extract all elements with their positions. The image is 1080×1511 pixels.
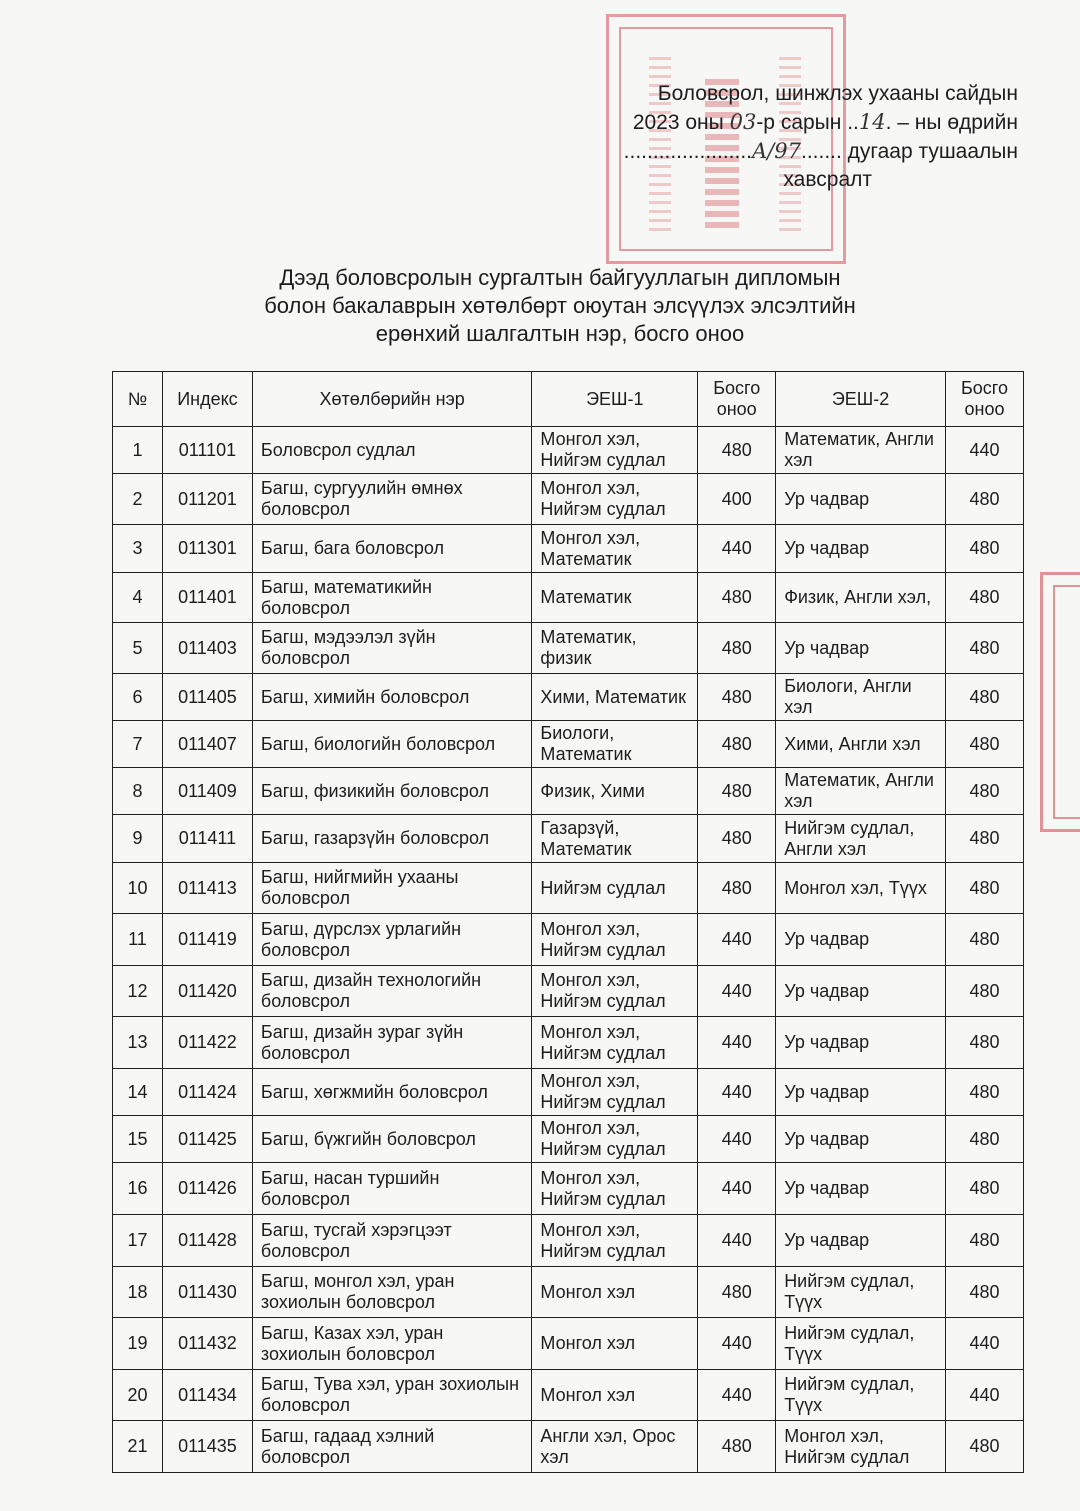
table-row xyxy=(113,1421,1024,1473)
row-threshold-1: 440 xyxy=(698,1163,776,1215)
row-exam-2: Нийгэм судлал, Түүх xyxy=(776,1370,946,1421)
title-line-3: ерөнхий шалгалтын нэр, босго оноо xyxy=(375,321,745,346)
row-number: 4 xyxy=(113,573,163,623)
table-row xyxy=(113,1163,1024,1215)
header-threshold-2: Босго оноо xyxy=(946,372,1024,427)
row-exam-2: Биологи, Англи хэл xyxy=(776,674,946,721)
row-threshold-2: 480 xyxy=(946,474,1024,525)
row-threshold-2: 480 xyxy=(946,1163,1024,1215)
row-program-name: Багш, бага боловсрол xyxy=(252,525,532,573)
row-index: 011407 xyxy=(162,721,252,768)
table-row xyxy=(113,914,1024,966)
row-threshold-2: 480 xyxy=(946,1116,1024,1163)
row-program-name: Багш, Казах хэл, уран зохиолын боловсрол xyxy=(252,1318,532,1370)
row-exam-2: Математик, Англи хэл xyxy=(776,427,946,474)
row-exam-2: Ур чадвар xyxy=(776,1116,946,1163)
handwritten-day: 14 xyxy=(858,110,886,134)
table-header-row xyxy=(113,372,1024,427)
row-exam-1: Монгол хэл, Нийгэм судлал xyxy=(532,914,698,966)
row-threshold-1: 480 xyxy=(698,768,776,815)
row-program-name: Багш, насан туршийн боловсрол xyxy=(252,1163,532,1215)
row-exam-2: Математик, Англи хэл xyxy=(776,768,946,815)
row-exam-2: Монгол хэл, Нийгэм судлал xyxy=(776,1421,946,1473)
header-exam-1: ЭЕШ-1 xyxy=(532,372,698,427)
row-index: 011422 xyxy=(162,1017,252,1069)
row-number: 8 xyxy=(113,768,163,815)
row-exam-2: Ур чадвар xyxy=(776,1017,946,1069)
table-row xyxy=(113,1116,1024,1163)
table-row xyxy=(113,863,1024,914)
row-index: 011419 xyxy=(162,914,252,966)
row-index: 011405 xyxy=(162,674,252,721)
table-row xyxy=(113,1017,1024,1069)
row-threshold-1: 440 xyxy=(698,1116,776,1163)
row-index: 011430 xyxy=(162,1267,252,1318)
row-number: 21 xyxy=(113,1421,163,1473)
row-exam-1: Монгол хэл, Нийгэм судлал xyxy=(532,966,698,1017)
table-row xyxy=(113,674,1024,721)
row-exam-1: Монгол хэл, Нийгэм судлал xyxy=(532,1017,698,1069)
row-index: 011428 xyxy=(162,1215,252,1267)
row-threshold-1: 440 xyxy=(698,1370,776,1421)
row-exam-1: Монгол хэл xyxy=(532,1267,698,1318)
row-exam-1: Хими, Математик xyxy=(532,674,698,721)
row-number: 2 xyxy=(113,474,163,525)
row-exam-1: Математик, физик xyxy=(532,623,698,674)
row-number: 16 xyxy=(113,1163,163,1215)
table-body xyxy=(113,427,1024,1473)
row-index: 011434 xyxy=(162,1370,252,1421)
row-index: 011401 xyxy=(162,573,252,623)
row-index: 011420 xyxy=(162,966,252,1017)
row-program-name: Багш, бүжгийн боловсрол xyxy=(252,1116,532,1163)
row-number: 12 xyxy=(113,966,163,1017)
row-index: 011425 xyxy=(162,1116,252,1163)
row-index: 011411 xyxy=(162,815,252,863)
row-index: 011426 xyxy=(162,1163,252,1215)
row-exam-2: Ур чадвар xyxy=(776,1163,946,1215)
row-exam-2: Ур чадвар xyxy=(776,623,946,674)
row-index: 011424 xyxy=(162,1069,252,1116)
row-number: 15 xyxy=(113,1116,163,1163)
row-number: 10 xyxy=(113,863,163,914)
row-program-name: Багш, дизайн зураг зүйн боловсрол xyxy=(252,1017,532,1069)
header-line-2: 2023 оны 03-р сарын ..14. – ны өдрийн xyxy=(632,110,1018,134)
table-row xyxy=(113,721,1024,768)
header-number: № xyxy=(113,372,163,427)
row-exam-2: Ур чадвар xyxy=(776,525,946,573)
row-threshold-1: 440 xyxy=(698,914,776,966)
row-number: 3 xyxy=(113,525,163,573)
row-exam-2: Ур чадвар xyxy=(776,966,946,1017)
header-program-name: Хөтөлбөрийн нэр xyxy=(252,372,532,427)
table-row xyxy=(113,1318,1024,1370)
row-exam-1: Монгол хэл xyxy=(532,1318,698,1370)
handwritten-month: 03 xyxy=(729,110,757,134)
row-threshold-1: 480 xyxy=(698,721,776,768)
row-threshold-1: 440 xyxy=(698,1318,776,1370)
table-row xyxy=(113,966,1024,1017)
row-threshold-1: 480 xyxy=(698,427,776,474)
row-number: 11 xyxy=(113,914,163,966)
row-exam-1: Англи хэл, Орос хэл xyxy=(532,1421,698,1473)
row-threshold-2: 480 xyxy=(946,815,1024,863)
table-row xyxy=(113,1267,1024,1318)
row-program-name: Багш, химийн боловсрол xyxy=(252,674,532,721)
row-threshold-2: 480 xyxy=(946,674,1024,721)
row-threshold-1: 440 xyxy=(698,966,776,1017)
row-index: 011301 xyxy=(162,525,252,573)
row-threshold-2: 480 xyxy=(946,721,1024,768)
header-threshold-1: Босго оноо xyxy=(698,372,776,427)
row-threshold-1: 480 xyxy=(698,815,776,863)
row-threshold-2: 440 xyxy=(946,1318,1024,1370)
side-stamp-fragment xyxy=(1040,572,1080,832)
row-threshold-2: 480 xyxy=(946,1421,1024,1473)
row-program-name: Багш, газарзүйн боловсрол xyxy=(252,815,532,863)
header-exam-2: ЭЕШ-2 xyxy=(776,372,946,427)
row-exam-1: Математик xyxy=(532,573,698,623)
row-exam-1: Монгол хэл, Нийгэм судлал xyxy=(532,427,698,474)
row-exam-1: Монгол хэл, Нийгэм судлал xyxy=(532,1163,698,1215)
row-program-name: Багш, биологийн боловсрол xyxy=(252,721,532,768)
row-program-name: Багш, мэдээлэл зүйн боловсрол xyxy=(252,623,532,674)
row-exam-1: Монгол хэл, Нийгэм судлал xyxy=(532,1116,698,1163)
row-threshold-1: 440 xyxy=(698,1069,776,1116)
threshold-scores-table xyxy=(112,371,1024,1473)
row-threshold-2: 480 xyxy=(946,525,1024,573)
table-row xyxy=(113,1370,1024,1421)
row-program-name: Багш, физикийн боловсрол xyxy=(252,768,532,815)
row-threshold-1: 400 xyxy=(698,474,776,525)
row-threshold-2: 480 xyxy=(946,768,1024,815)
row-exam-1: Биологи, Математик xyxy=(532,721,698,768)
row-exam-2: Нийгэм судлал, Түүх xyxy=(776,1267,946,1318)
table-row xyxy=(113,815,1024,863)
row-exam-2: Ур чадвар xyxy=(776,1069,946,1116)
row-program-name: Багш, дизайн технологийн боловсрол xyxy=(252,966,532,1017)
title-line-1: Дээд боловсролын сургалтын байгууллагын дипломын xyxy=(279,265,841,290)
row-number: 6 xyxy=(113,674,163,721)
row-exam-2: Нийгэм судлал, Англи хэл xyxy=(776,815,946,863)
row-threshold-2: 480 xyxy=(946,623,1024,674)
row-number: 9 xyxy=(113,815,163,863)
row-program-name: Багш, дүрслэх урлагийн боловсрол xyxy=(252,914,532,966)
row-threshold-1: 440 xyxy=(698,1215,776,1267)
row-threshold-1: 480 xyxy=(698,674,776,721)
row-exam-2: Монгол хэл, Түүх xyxy=(776,863,946,914)
row-threshold-2: 480 xyxy=(946,966,1024,1017)
row-threshold-2: 480 xyxy=(946,573,1024,623)
table-row xyxy=(113,1069,1024,1116)
header-index: Индекс xyxy=(162,372,252,427)
row-program-name: Боловсрол судлал xyxy=(252,427,532,474)
row-index: 011101 xyxy=(162,427,252,474)
handwritten-order-number: A/97 xyxy=(752,139,801,163)
row-threshold-2: 480 xyxy=(946,1215,1024,1267)
row-threshold-2: 480 xyxy=(946,1017,1024,1069)
header-line-1: Боловсрол, шинжлэх ухааны сайдын xyxy=(657,82,1018,105)
header-line-3: ......................A/97....... дугаар тушаалын xyxy=(623,139,1018,163)
row-threshold-1: 480 xyxy=(698,1267,776,1318)
row-number: 18 xyxy=(113,1267,163,1318)
table-row xyxy=(113,623,1024,674)
row-program-name: Багш, математикийн боловсрол xyxy=(252,573,532,623)
table-row xyxy=(113,1215,1024,1267)
row-exam-2: Ур чадвар xyxy=(776,474,946,525)
row-exam-1: Нийгэм судлал xyxy=(532,863,698,914)
row-exam-1: Физик, Хими xyxy=(532,768,698,815)
row-index: 011201 xyxy=(162,474,252,525)
row-threshold-1: 480 xyxy=(698,863,776,914)
row-number: 14 xyxy=(113,1069,163,1116)
row-threshold-2: 480 xyxy=(946,863,1024,914)
row-threshold-1: 480 xyxy=(698,573,776,623)
table-row xyxy=(113,525,1024,573)
row-program-name: Багш, хөгжмийн боловсрол xyxy=(252,1069,532,1116)
row-index: 011435 xyxy=(162,1421,252,1473)
row-exam-1: Монгол хэл, Нийгэм судлал xyxy=(532,474,698,525)
row-threshold-1: 480 xyxy=(698,1421,776,1473)
row-exam-2: Ур чадвар xyxy=(776,1215,946,1267)
row-threshold-1: 480 xyxy=(698,623,776,674)
table-row xyxy=(113,474,1024,525)
row-number: 20 xyxy=(113,1370,163,1421)
title-line-2: болон бакалаврын хөтөлбөрт оюутан элсүүлэх элсэлтийн xyxy=(264,293,856,318)
row-exam-1: Монгол хэл xyxy=(532,1370,698,1421)
header-line-4: хавсралт xyxy=(783,168,872,191)
row-exam-1: Монгол хэл, Нийгэм судлал xyxy=(532,1069,698,1116)
row-threshold-2: 440 xyxy=(946,1370,1024,1421)
row-exam-2: Физик, Англи хэл, xyxy=(776,573,946,623)
row-exam-1: Монгол хэл, Нийгэм судлал xyxy=(532,1215,698,1267)
row-number: 13 xyxy=(113,1017,163,1069)
row-program-name: Багш, нийгмийн ухааны боловсрол xyxy=(252,863,532,914)
table-row xyxy=(113,573,1024,623)
attachment-header xyxy=(588,80,1018,194)
row-program-name: Багш, гадаад хэлний боловсрол xyxy=(252,1421,532,1473)
row-program-name: Багш, тусгай хэрэгцээт боловсрол xyxy=(252,1215,532,1267)
row-exam-2: Ур чадвар xyxy=(776,914,946,966)
row-threshold-2: 480 xyxy=(946,1267,1024,1318)
row-threshold-1: 440 xyxy=(698,525,776,573)
row-index: 011413 xyxy=(162,863,252,914)
row-number: 7 xyxy=(113,721,163,768)
row-number: 17 xyxy=(113,1215,163,1267)
row-exam-1: Газарзүй, Математик xyxy=(532,815,698,863)
row-number: 5 xyxy=(113,623,163,674)
row-program-name: Багш, Тува хэл, уран зохиолын боловсрол xyxy=(252,1370,532,1421)
row-exam-1: Монгол хэл, Математик xyxy=(532,525,698,573)
row-threshold-2: 480 xyxy=(946,914,1024,966)
document-title xyxy=(200,264,920,348)
row-index: 011432 xyxy=(162,1318,252,1370)
row-number: 19 xyxy=(113,1318,163,1370)
row-index: 011403 xyxy=(162,623,252,674)
table-row xyxy=(113,427,1024,474)
row-threshold-2: 480 xyxy=(946,1069,1024,1116)
row-number: 1 xyxy=(113,427,163,474)
row-threshold-1: 440 xyxy=(698,1017,776,1069)
row-exam-2: Хими, Англи хэл xyxy=(776,721,946,768)
row-program-name: Багш, сургуулийн өмнөх боловсрол xyxy=(252,474,532,525)
row-threshold-2: 440 xyxy=(946,427,1024,474)
row-exam-2: Нийгэм судлал, Түүх xyxy=(776,1318,946,1370)
row-index: 011409 xyxy=(162,768,252,815)
row-program-name: Багш, монгол хэл, уран зохиолын боловсрол xyxy=(252,1267,532,1318)
table-row xyxy=(113,768,1024,815)
